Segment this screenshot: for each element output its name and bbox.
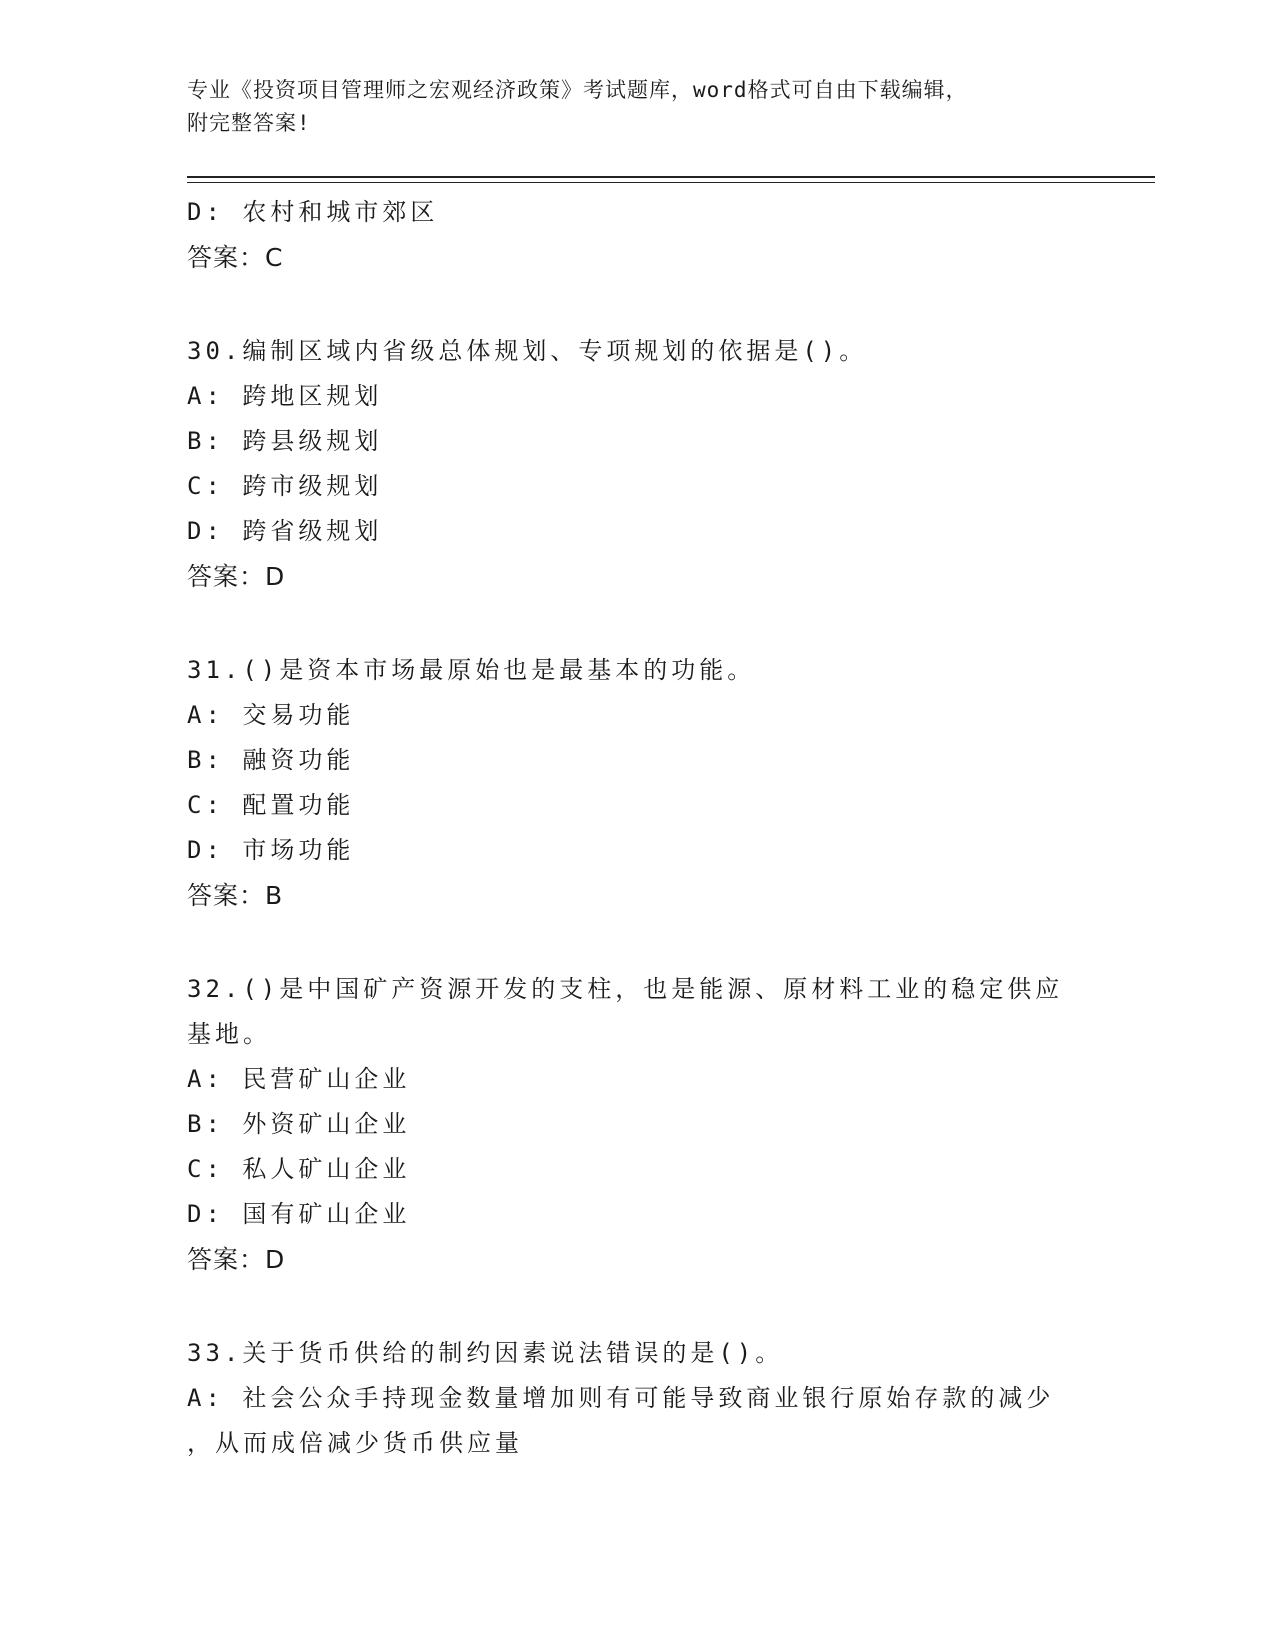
- option-d: D: 农村和城市郊区: [187, 198, 439, 226]
- answer-line: 答案：D: [187, 1245, 286, 1274]
- page-header: [187, 74, 1087, 140]
- question-31: [187, 648, 1087, 918]
- option-a: A: 跨地区规划: [187, 382, 383, 410]
- option-c: C: 私人矿山企业: [187, 1155, 411, 1183]
- question-stem: 31.()是资本市场最原始也是最基本的功能。: [187, 656, 756, 684]
- option-a: A: 交易功能: [187, 701, 355, 729]
- option-c: C: 跨市级规划: [187, 472, 383, 500]
- spacer: [187, 599, 1087, 648]
- answer-line: 答案：D: [187, 562, 286, 591]
- option-a-line-1: A: 社会公众手持现金数量增加则有可能导致商业银行原始存款的减少: [187, 1384, 1055, 1412]
- option-c: C: 配置功能: [187, 791, 355, 819]
- option-a-line-2: ，从而成倍减少货币供应量: [187, 1429, 523, 1457]
- option-d: D: 跨省级规划: [187, 517, 383, 545]
- question-30: [187, 329, 1087, 599]
- spacer: [187, 918, 1087, 967]
- answer-line: 答案：C: [187, 243, 284, 272]
- option-a: A: 民营矿山企业: [187, 1065, 411, 1093]
- spacer: [187, 1282, 1087, 1331]
- question-29-carryover: [187, 190, 1087, 280]
- option-b: B: 融资功能: [187, 746, 355, 774]
- option-b: B: 跨县级规划: [187, 427, 383, 455]
- question-stem-line-1: 32.()是中国矿产资源开发的支柱，也是能源、原材料工业的稳定供应: [187, 975, 1064, 1003]
- header-line-1: 专业《投资项目管理师之宏观经济政策》考试题库，word格式可自由下载编辑，: [187, 78, 968, 102]
- header-divider-thin: [187, 182, 1155, 183]
- option-d: D: 市场功能: [187, 836, 355, 864]
- option-b: B: 外资矿山企业: [187, 1110, 411, 1138]
- question-stem-line-2: 基地。: [187, 1020, 271, 1048]
- question-stem: 30.编制区域内省级总体规划、专项规划的依据是()。: [187, 337, 868, 365]
- question-32: [187, 967, 1087, 1282]
- answer-line: 答案：B: [187, 881, 284, 910]
- question-33: [187, 1331, 1087, 1466]
- header-line-2: 附完整答案!: [187, 111, 311, 135]
- question-stem: 33.关于货币供给的制约因素说法错误的是()。: [187, 1339, 784, 1367]
- option-d: D: 国有矿山企业: [187, 1200, 411, 1228]
- question-list: [187, 190, 1087, 1466]
- spacer: [187, 280, 1087, 329]
- header-divider-thick: [187, 176, 1155, 178]
